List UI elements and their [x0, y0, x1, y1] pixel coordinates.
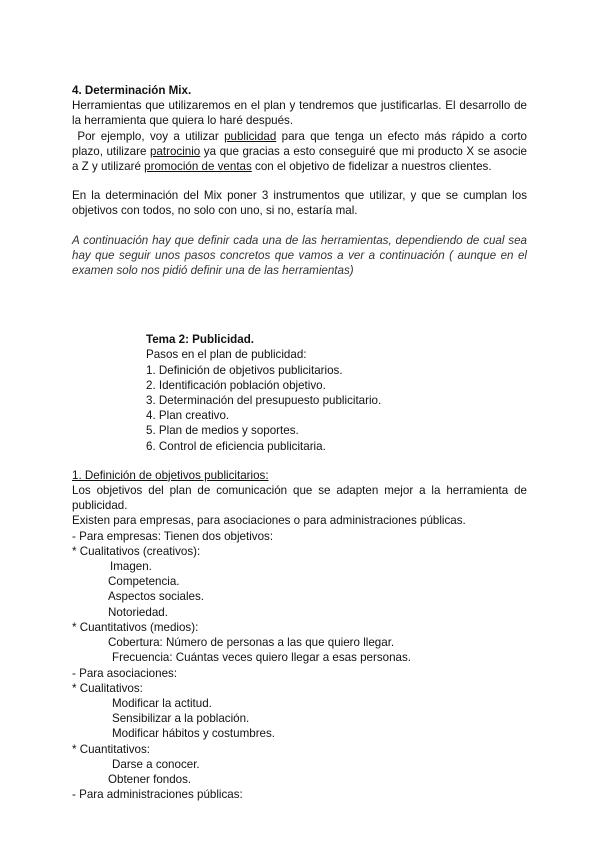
text-run: con el objetivo de fidelizar a nuestros clientes. [251, 160, 492, 174]
section-heading: 4. Determinación Mix. [72, 84, 192, 97]
step-item: 3. Determinación del presupuesto publicitario. [146, 394, 382, 408]
step-item: 2. Identificación población objetivo. [146, 378, 326, 392]
tema-title: Tema 2: Publicidad. [146, 333, 255, 347]
underlined-term-promocion: promoción de ventas [144, 160, 252, 174]
list-item: Sensibilizar a la población. [112, 712, 250, 726]
administraciones-heading: - Para administraciones públicas: [72, 788, 243, 802]
step-item: 6. Control de eficiencia publicitaria. [146, 439, 326, 453]
list-item: Modificar la actitud. [112, 696, 212, 710]
paragraph: Existen para empresas, para asociaciones o para administraciones públicas. [72, 514, 466, 528]
list-item: Competencia. [108, 575, 180, 589]
asociaciones-heading: - Para asociaciones: [72, 666, 178, 680]
list-item: Imagen. [110, 560, 152, 574]
objetivos-heading: 1. Definición de objetivos publicitarios: [72, 468, 269, 482]
list-item: Darse a conocer. [112, 757, 200, 771]
list-item: Frecuencia: Cuántas veces quiero llegar a esas personas. [112, 651, 412, 665]
text-run: ya que gracias a esto conseguiré que mi producto X se asocie a Z y utilizaré [72, 144, 527, 174]
paragraph: En la determinación del Mix poner 3 instrumentos que utilizar, y que se cumplan los objetivos con todos, no solo con uno, si no, estaría mal. [72, 189, 527, 218]
underlined-term-publicidad: publicidad [224, 129, 277, 143]
list-item: Aspectos sociales. [108, 590, 205, 604]
underlined-term-patrocinio: patrocinio [149, 144, 201, 158]
paragraph: Los objetivos del plan de comunicación que se adapten mejor a la herramienta de publicidad. [72, 484, 527, 513]
list-item: Obtener fondos. [108, 772, 192, 786]
text-run: Por ejemplo, voy a utilizar [77, 129, 225, 143]
step-item: 5. Plan de medios y soportes. [146, 424, 299, 438]
paragraph: Herramientas que utilizaremos en el plan y tendremos que justificarlas. El desarrollo de la herramienta que quiera lo haré después. [72, 99, 527, 128]
list-item: Notoriedad. [108, 605, 168, 619]
italic-note: A continuación hay que definir cada una de las herramientas, dependiendo de cual sea hay que seguir unos pasos concretos que vamos a ver a continuación ( aunque en el examen solo nos pidió definir una de las herramientas) [72, 233, 527, 278]
cuantitativos-heading: * Cuantitativos: [72, 742, 150, 756]
list-item: Modificar hábitos y costumbres. [112, 727, 276, 741]
cualitativos-heading: * Cualitativos: [72, 681, 143, 695]
empresas-heading: - Para empresas: Tienen dos objetivos: [72, 529, 274, 543]
text-run: para que tenga un efecto más rápido a corto plazo, utilizare [72, 129, 527, 158]
cuantitativos-heading: * Cuantitativos (medios): [72, 620, 199, 634]
tema-intro: Pasos en el plan de publicidad: [146, 348, 307, 362]
example-paragraph [72, 129, 527, 175]
tema2-block [146, 332, 527, 454]
cualitativos-heading: * Cualitativos (creativos): [72, 544, 201, 558]
step-item: 4. Plan creativo. [146, 409, 230, 423]
list-item: Cobertura: Número de personas a las que quiero llegar. [108, 636, 395, 650]
step-item: 1. Definición de objetivos publicitarios. [146, 363, 343, 377]
document-page [72, 83, 527, 802]
